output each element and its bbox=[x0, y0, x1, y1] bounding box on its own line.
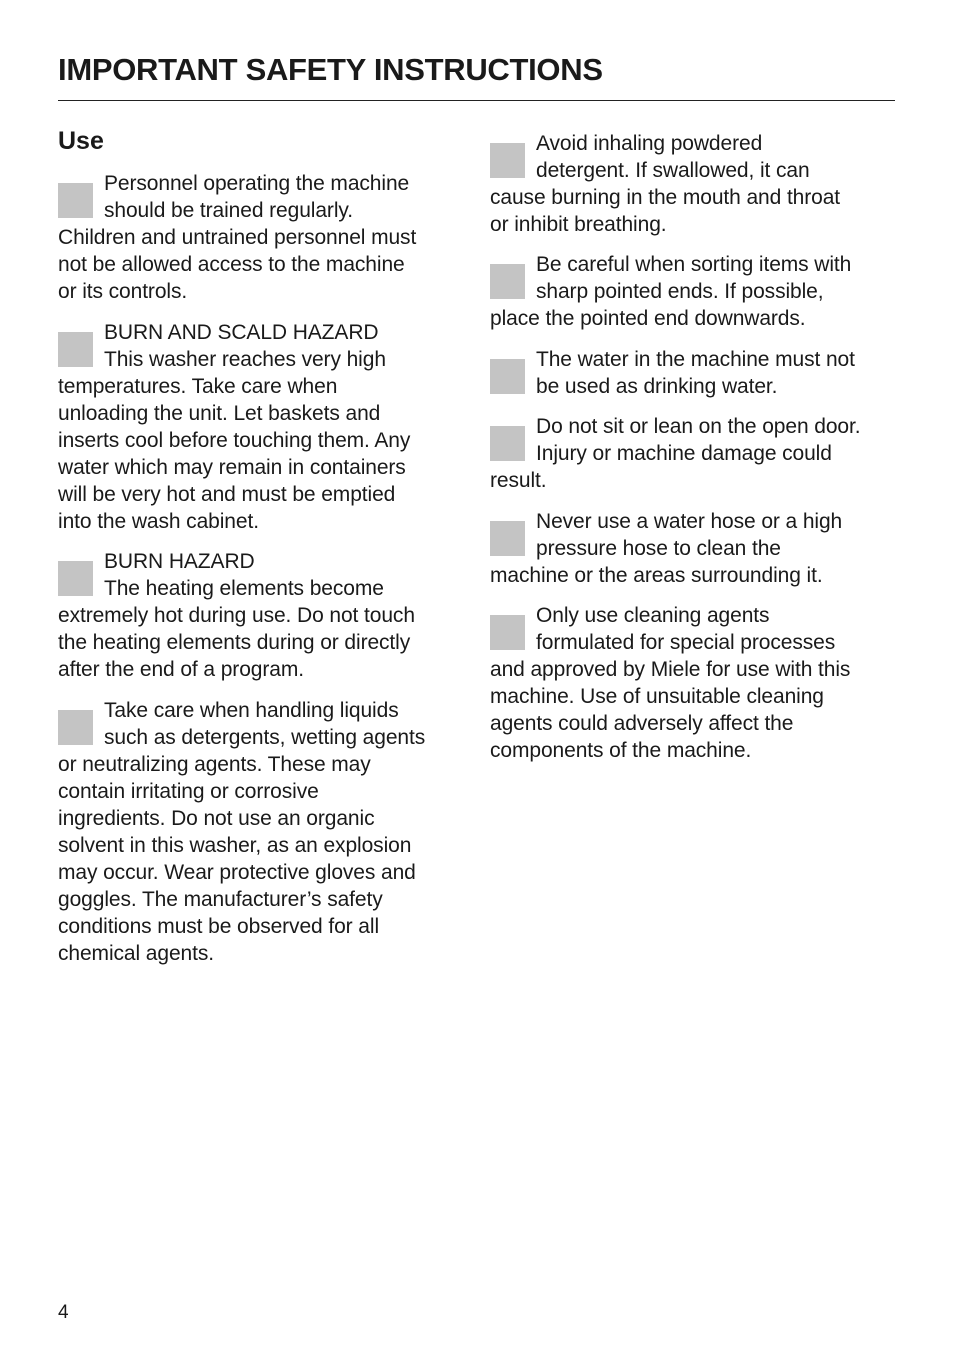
line: chemical agents. bbox=[58, 942, 214, 965]
line: water which may remain in containers bbox=[58, 456, 406, 479]
line: goggles. The manufacturer’s safety bbox=[58, 888, 383, 911]
line: Children and untrained personnel must bbox=[58, 226, 417, 249]
line: Only use cleaning agents bbox=[536, 604, 770, 627]
line: place the pointed end downwards. bbox=[490, 307, 806, 330]
safety-item-burn-hazard bbox=[58, 548, 463, 683]
bullet-square bbox=[490, 521, 525, 556]
bullet-square bbox=[490, 359, 525, 394]
safety-item-drinking-water bbox=[490, 346, 900, 400]
line: inserts cool before touching them. Any bbox=[58, 429, 411, 452]
bullet-square bbox=[490, 143, 525, 178]
safety-item-burn-scald-hazard bbox=[58, 319, 463, 535]
line: Be careful when sorting items with bbox=[536, 253, 852, 276]
line: and approved by Miele for use with this bbox=[490, 658, 851, 681]
bullet-square bbox=[58, 332, 93, 367]
line: The water in the machine must not bbox=[536, 348, 855, 371]
line: formulated for special processes bbox=[536, 631, 836, 654]
line: Do not sit or lean on the open door. bbox=[536, 415, 861, 438]
line: sharp pointed ends. If possible, bbox=[536, 280, 824, 303]
line: machine or the areas surrounding it. bbox=[490, 564, 823, 587]
line: be used as drinking water. bbox=[536, 375, 778, 398]
line: or inhibit breathing. bbox=[490, 213, 667, 236]
line: components of the machine. bbox=[490, 739, 752, 762]
safety-item-sharp-items bbox=[490, 251, 900, 332]
safety-item-handling-liquids bbox=[58, 697, 468, 967]
bullet-square bbox=[58, 183, 93, 218]
line: or its controls. bbox=[58, 280, 188, 303]
safety-item-powdered-detergent bbox=[490, 130, 900, 238]
line: temperatures. Take care when bbox=[58, 375, 338, 398]
line: unloading the unit. Let baskets and bbox=[58, 402, 381, 425]
line: Never use a water hose or a high bbox=[536, 510, 843, 533]
line: cause burning in the mouth and throat bbox=[490, 186, 841, 209]
line: such as detergents, wetting agents bbox=[104, 726, 426, 749]
line: Avoid inhaling powdered bbox=[536, 132, 763, 155]
line: the heating elements during or directly bbox=[58, 631, 411, 654]
bullet-square bbox=[490, 264, 525, 299]
safety-item-trained-personnel bbox=[58, 170, 463, 305]
bullet-square bbox=[58, 710, 93, 745]
line: contain irritating or corrosive bbox=[58, 780, 319, 803]
section-heading: Use bbox=[58, 127, 104, 155]
line: may occur. Wear protective gloves and bbox=[58, 861, 416, 884]
line: Injury or machine damage could bbox=[536, 442, 832, 465]
line: result. bbox=[490, 469, 547, 492]
line: not be allowed access to the machine bbox=[58, 253, 405, 276]
safety-item-water-hose bbox=[490, 508, 900, 589]
line: ingredients. Do not use an organic bbox=[58, 807, 375, 830]
line: agents could adversely affect the bbox=[490, 712, 794, 735]
line: after the end of a program. bbox=[58, 658, 304, 681]
page-title: IMPORTANT SAFETY INSTRUCTIONS bbox=[58, 52, 603, 87]
line: into the wash cabinet. bbox=[58, 510, 259, 533]
line: should be trained regularly. bbox=[104, 199, 353, 222]
line: or neutralizing agents. These may bbox=[58, 753, 371, 776]
bullet-square bbox=[490, 426, 525, 461]
line: detergent. If swallowed, it can bbox=[536, 159, 810, 182]
line: Take care when handling liquids bbox=[104, 699, 399, 722]
bullet-square bbox=[490, 615, 525, 650]
bullet-square bbox=[58, 561, 93, 596]
line: pressure hose to clean the bbox=[536, 537, 781, 560]
page-number: 4 bbox=[58, 1302, 69, 1323]
line: BURN AND SCALD HAZARD bbox=[104, 321, 379, 344]
safety-item-open-door bbox=[490, 413, 900, 494]
line: machine. Use of unsuitable cleaning bbox=[490, 685, 824, 708]
line: Personnel operating the machine bbox=[104, 172, 410, 195]
line: solvent in this washer, as an explosion bbox=[58, 834, 412, 857]
line: will be very hot and must be emptied bbox=[58, 483, 396, 506]
title-divider bbox=[58, 100, 895, 101]
line: BURN HAZARD bbox=[104, 550, 255, 573]
line: The heating elements become bbox=[104, 577, 384, 600]
line: conditions must be observed for all bbox=[58, 915, 380, 938]
line: This washer reaches very high bbox=[104, 348, 386, 371]
safety-item-cleaning-agents bbox=[490, 602, 900, 764]
line: extremely hot during use. Do not touch bbox=[58, 604, 415, 627]
